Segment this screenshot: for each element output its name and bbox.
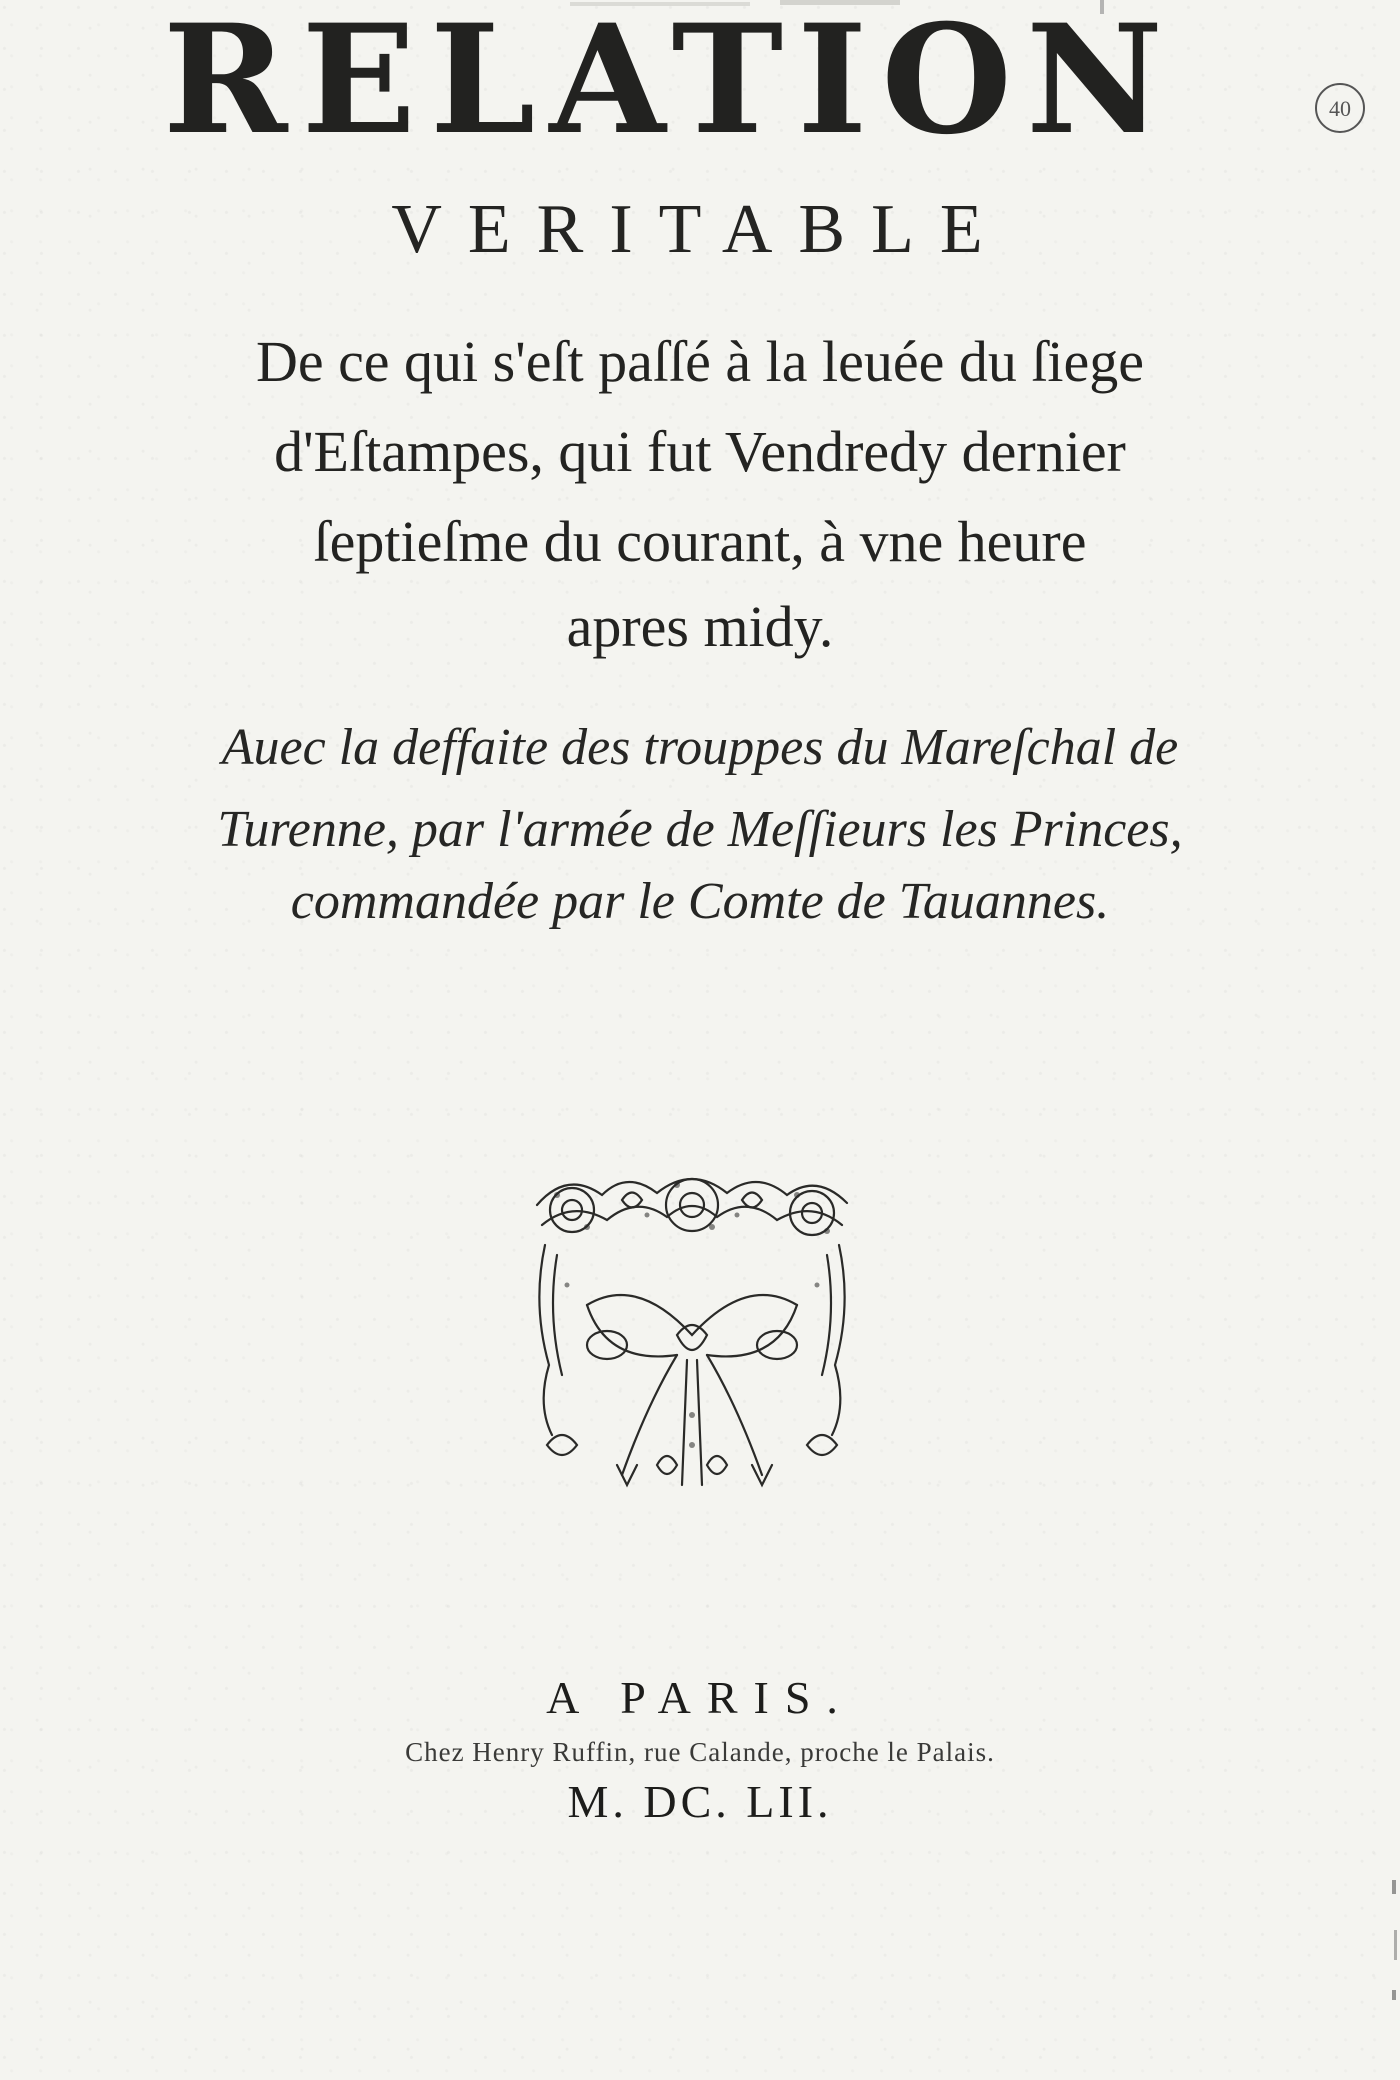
edge-specks xyxy=(1374,1870,1400,2070)
imprint-printer: Chez Henry Ruffin, rue Calande, proche le Palais. xyxy=(405,1737,995,1767)
imprint-year: M. DC. LII. xyxy=(567,1776,833,1827)
description-line: apres midy. xyxy=(566,594,834,659)
library-stamp-icon xyxy=(1312,80,1368,136)
description-line: De ce qui s'eſt paſſé à la leuée du ſiege xyxy=(255,329,1145,394)
description-line: ſeptieſme du courant, à vne heure xyxy=(313,509,1087,574)
page-title: RELATION xyxy=(162,0,1178,168)
stamp-number: 40 xyxy=(1329,96,1351,121)
imprint-place: A PARIS. xyxy=(546,1672,854,1723)
italic-subtitle-line: Turenne, par l'armée de Meſſieurs les Princes, xyxy=(217,801,1183,858)
description-line: d'Eſtampes, qui fut Vendredy dernier xyxy=(274,419,1126,484)
floral-vignette-icon xyxy=(527,1165,857,1500)
italic-subtitle-line: commandée par le Comte de Tauannes. xyxy=(290,873,1110,930)
italic-subtitle-line: Auec la deffaite des trouppes du Mareſchal de xyxy=(221,719,1179,776)
page-subtitle: VERITABLE xyxy=(391,191,1009,268)
